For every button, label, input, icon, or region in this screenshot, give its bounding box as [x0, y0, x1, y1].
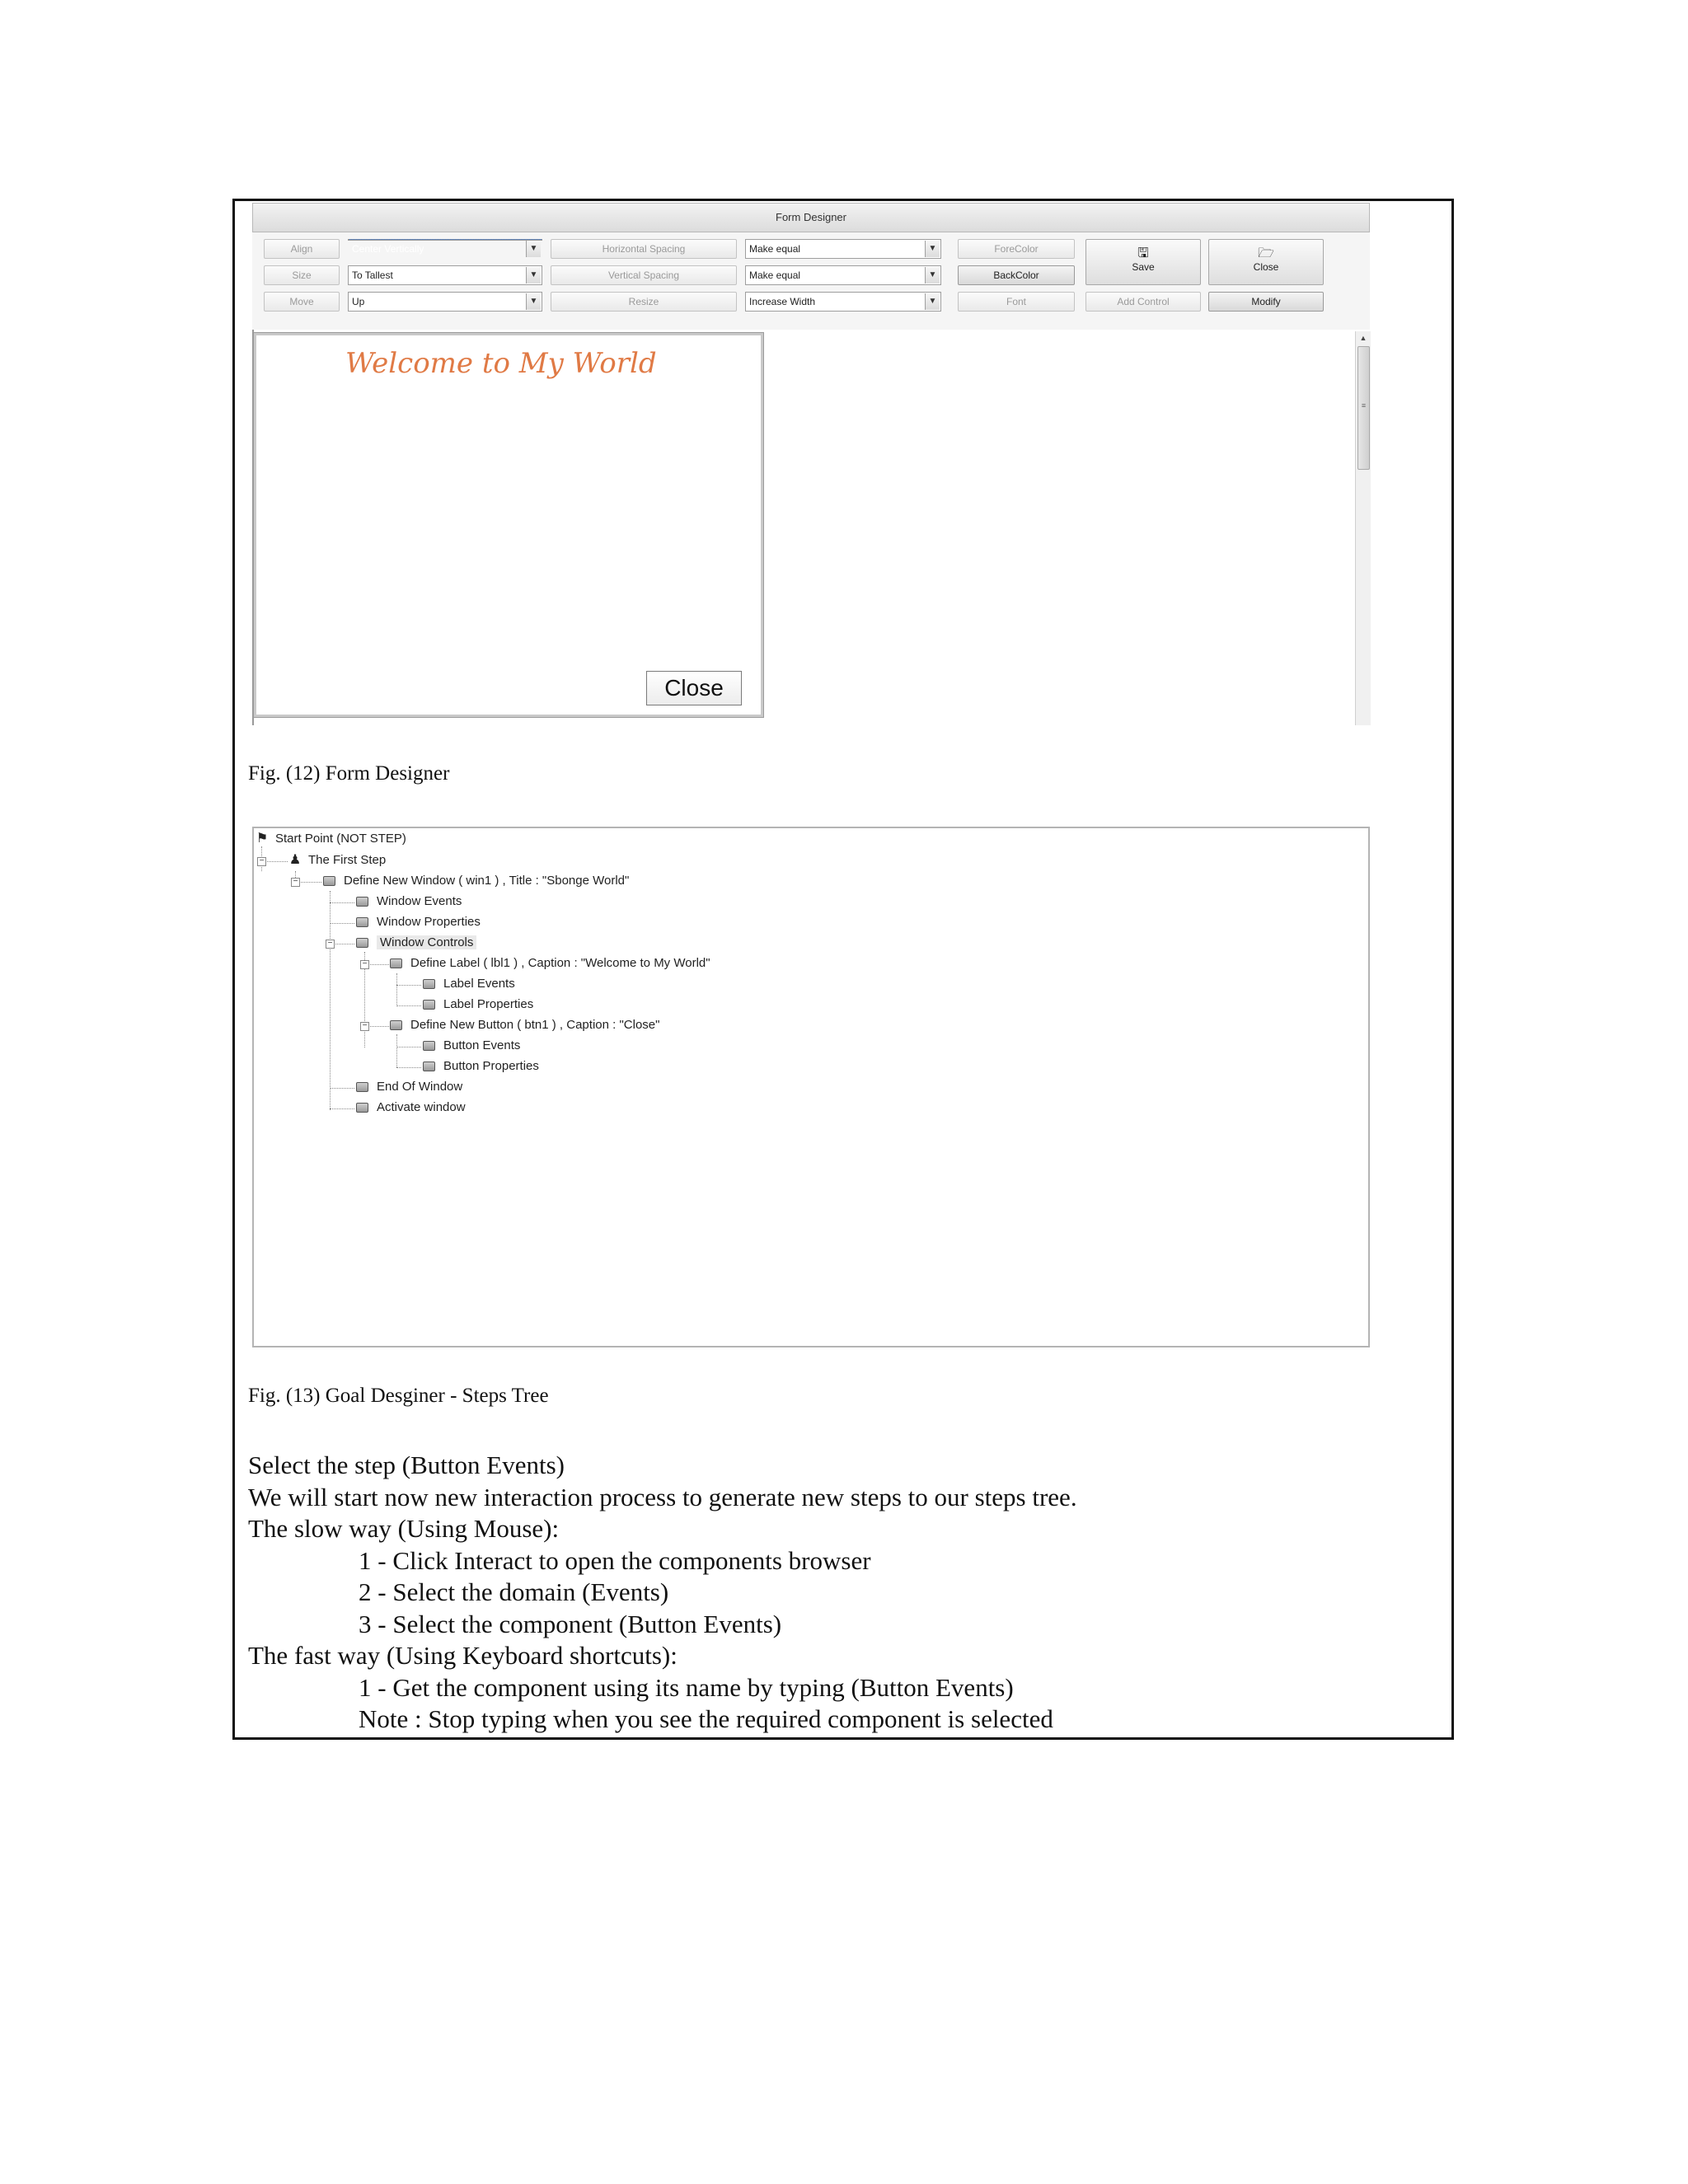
step-icon [423, 979, 435, 989]
resize-select-value: Increase Width [749, 296, 816, 307]
tree-node-first-step[interactable]: ♟ The First Step [288, 851, 386, 869]
tree-node-label-properties[interactable]: Label Properties [423, 996, 533, 1014]
modify-button[interactable]: Modify [1208, 292, 1324, 312]
tree-node-end-of-window[interactable]: End Of Window [356, 1078, 462, 1096]
body-line-fast-way: The fast way (Using Keyboard shortcuts): [248, 1641, 678, 1670]
tree-line [396, 985, 421, 986]
resize-button[interactable]: Resize [551, 292, 737, 312]
tree-line [330, 1088, 354, 1089]
figure-13-caption: Fig. (13) Goal Desginer - Steps Tree [248, 1385, 549, 1407]
size-button[interactable]: Size [264, 265, 340, 285]
step-icon [423, 1000, 435, 1010]
start-point-icon: ⚑ [256, 832, 269, 846]
horizontal-spacing-value: Make equal [749, 243, 801, 255]
collapse-toggle-icon[interactable]: − [326, 940, 335, 949]
welcome-label[interactable]: Welcome to My World [345, 347, 657, 380]
dropdown-arrow-icon[interactable]: ▼ [925, 241, 940, 257]
close-button-label: Close [1253, 261, 1279, 273]
tree-line [396, 1005, 421, 1006]
step-icon [356, 938, 368, 948]
move-button[interactable]: Move [264, 292, 340, 312]
size-select-value: To Tallest [352, 269, 393, 281]
tree-node-button-events[interactable]: Button Events [423, 1037, 520, 1055]
scroll-thumb[interactable] [1357, 346, 1370, 470]
body-line-intro: We will start now new interaction process to generate new steps to our steps tree. [248, 1483, 1077, 1511]
designed-window[interactable] [254, 333, 763, 717]
collapse-toggle-icon[interactable]: − [360, 960, 369, 969]
align-button[interactable]: Align [264, 239, 340, 259]
step-icon [423, 1062, 435, 1071]
font-button[interactable]: Font [958, 292, 1075, 312]
add-control-button[interactable]: Add Control [1085, 292, 1201, 312]
collapse-toggle-icon[interactable]: − [291, 878, 300, 887]
tree-node-label-events[interactable]: Label Events [423, 975, 515, 993]
horizontal-spacing-button[interactable]: Horizontal Spacing [551, 239, 737, 259]
step-icon [356, 1103, 368, 1113]
step-icon [323, 876, 335, 886]
dropdown-arrow-icon[interactable]: ▼ [925, 293, 940, 310]
vertical-spacing-value: Make equal [749, 269, 801, 281]
tree-node-define-label[interactable]: Define Label ( lbl1 ) , Caption : "Welcome to My World" [390, 954, 710, 972]
tree-node-start-point[interactable]: ⚑ Start Point (NOT STEP) [256, 830, 406, 848]
collapse-toggle-icon[interactable]: − [360, 1022, 369, 1031]
tree-node-window-events[interactable]: Window Events [356, 893, 462, 911]
step-figure-icon: ♟ [288, 853, 302, 868]
design-canvas [252, 330, 1370, 725]
tree-node-define-button[interactable]: Define New Button ( btn1 ) , Caption : "Close" [390, 1016, 659, 1034]
body-line-slow-step-3: 3 - Select the component (Button Events) [359, 1610, 782, 1638]
save-button-label: Save [1132, 261, 1155, 273]
tree-line [330, 902, 354, 903]
tree-line [396, 1034, 397, 1067]
form-designer-toolbar [252, 232, 1370, 331]
step-icon [390, 1020, 402, 1030]
tree-node-window-properties[interactable]: Window Properties [356, 913, 481, 931]
move-select-value: Up [352, 296, 365, 307]
window-close-button[interactable]: Close [646, 671, 742, 705]
dropdown-arrow-icon[interactable]: ▼ [526, 267, 541, 284]
resize-select[interactable] [745, 292, 941, 312]
folder-icon: 🗁 [1258, 246, 1274, 260]
backcolor-button[interactable]: BackColor [958, 265, 1075, 285]
step-icon [356, 1082, 368, 1092]
tree-node-window-controls[interactable]: Window Controls [356, 934, 476, 952]
dropdown-arrow-icon[interactable]: ▼ [526, 293, 541, 310]
step-icon [423, 1041, 435, 1051]
tree-line [330, 923, 354, 924]
body-line-fast-step-1: 1 - Get the component using its name by typing (Button Events) [359, 1673, 1014, 1702]
collapse-toggle-icon[interactable]: − [257, 857, 266, 866]
save-icon: 🖫 [1137, 246, 1149, 260]
tree-line [396, 973, 397, 1006]
close-button[interactable] [1208, 239, 1324, 285]
form-designer-screenshot [252, 203, 1370, 725]
horizontal-spacing-select[interactable] [745, 239, 941, 259]
move-select[interactable] [348, 292, 542, 312]
dropdown-arrow-icon[interactable]: ▼ [526, 241, 541, 257]
step-icon [356, 897, 368, 907]
vertical-spacing-select[interactable] [745, 265, 941, 285]
body-line-slow-step-1: 1 - Click Interact to open the components browser [359, 1546, 871, 1575]
step-icon [390, 958, 402, 968]
tree-line [396, 1067, 421, 1068]
vertical-spacing-button[interactable]: Vertical Spacing [551, 265, 737, 285]
tree-node-button-properties[interactable]: Button Properties [423, 1057, 539, 1076]
grip-icon: ≡ [1361, 401, 1367, 410]
align-select-value: Center Vertically [352, 243, 424, 255]
canvas-scrollbar[interactable] [1355, 331, 1371, 725]
tree-node-activate-window[interactable]: Activate window [356, 1099, 466, 1117]
size-select[interactable] [348, 265, 542, 285]
body-line-slow-step-2: 2 - Select the domain (Events) [359, 1577, 669, 1606]
save-button[interactable] [1085, 239, 1201, 285]
scroll-up-arrow-icon[interactable]: ▲ [1359, 334, 1367, 342]
body-line-slow-way: The slow way (Using Mouse): [248, 1514, 560, 1543]
tree-node-define-window[interactable]: Define New Window ( win1 ) , Title : "Sbonge World" [323, 872, 629, 890]
step-icon [356, 917, 368, 927]
body-line-select-step: Select the step (Button Events) [248, 1451, 565, 1479]
tree-line [330, 1108, 354, 1109]
form-designer-title: Form Designer [252, 203, 1370, 232]
forecolor-button[interactable]: ForeColor [958, 239, 1075, 259]
align-select[interactable] [348, 239, 542, 255]
dropdown-arrow-icon[interactable]: ▼ [925, 267, 940, 284]
body-line-note: Note : Stop typing when you see the required component is selected [359, 1704, 1053, 1733]
steps-tree-panel [252, 827, 1370, 1347]
figure-12-caption: Fig. (12) Form Designer [248, 762, 450, 785]
